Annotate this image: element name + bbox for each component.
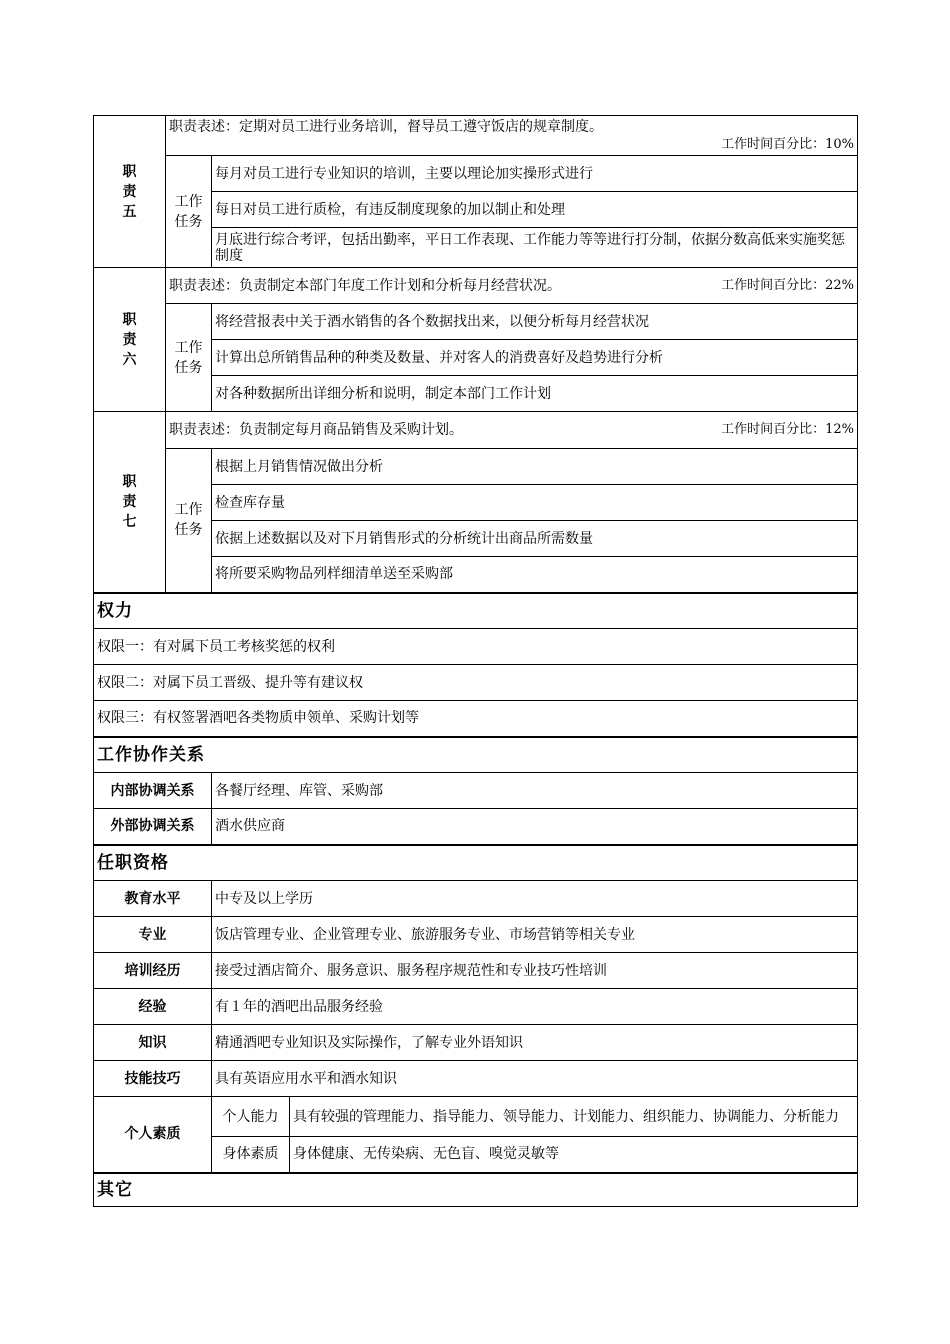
personal-quality-label: 个人素质 xyxy=(94,1097,212,1173)
time-percent: 工作时间百分比：10% xyxy=(721,136,854,152)
authority-item: 权限三：有权签署酒吧各类物质申领单、采购计划等 xyxy=(94,701,858,737)
experience-value: 有１年的酒吧出品服务经验 xyxy=(212,989,858,1025)
internal-relations-value: 各餐厅经理、库管、采购部 xyxy=(212,773,858,809)
skills-label: 技能技巧 xyxy=(94,1061,212,1097)
internal-relations-label: 内部协调关系 xyxy=(94,773,212,809)
other-heading: 其它 xyxy=(94,1173,858,1207)
task-item: 依据上述数据以及对下月销售形式的分析统计出商品所需数量 xyxy=(212,521,858,557)
authority-item: 权限二：对属下员工晋级、提升等有建议权 xyxy=(94,665,858,701)
major-label: 专业 xyxy=(94,917,212,953)
task-item: 每月对员工进行专业知识的培训，主要以理论加实操形式进行 xyxy=(212,156,858,192)
duty-description-text: 职责表述：负责制定本部门年度工作计划和分析每月经营状况。 xyxy=(169,277,561,294)
education-value: 中专及以上学历 xyxy=(212,881,858,917)
training-label: 培训经历 xyxy=(94,953,212,989)
time-percent: 工作时间百分比：22% xyxy=(721,277,854,293)
task-label: 工作 任务 xyxy=(166,156,212,268)
task-label: 工作 任务 xyxy=(166,304,212,412)
physical-label: 身体素质 xyxy=(212,1137,290,1173)
task-item: 检查库存量 xyxy=(212,485,858,521)
duty-seven-description xyxy=(166,412,858,449)
duty-six-title: 职 责 六 xyxy=(94,268,166,412)
task-item: 每日对员工进行质检，有违反制度现象的加以制止和处理 xyxy=(212,192,858,228)
duty-five-title: 职 责 五 xyxy=(94,116,166,268)
training-value: 接受过酒店简介、服务意识、服务程序规范性和专业技巧性培训 xyxy=(212,953,858,989)
duty-seven-title: 职 责 七 xyxy=(94,412,166,593)
physical-value: 身体健康、无传染病、无色盲、嗅觉灵敏等 xyxy=(290,1137,858,1173)
duty-six-description xyxy=(166,268,858,304)
duty-five-description xyxy=(166,116,858,156)
task-label: 工作 任务 xyxy=(166,449,212,593)
time-percent: 工作时间百分比：12% xyxy=(721,422,854,437)
external-relations-label: 外部协调关系 xyxy=(94,809,212,845)
education-label: 教育水平 xyxy=(94,881,212,917)
knowledge-value: 精通酒吧专业知识及实际操作，了解专业外语知识 xyxy=(212,1025,858,1061)
authority-heading: 权力 xyxy=(94,593,858,629)
ability-label: 个人能力 xyxy=(212,1097,290,1137)
duty-description-text: 职责表述：负责制定每月商品销售及采购计划。 xyxy=(169,422,463,438)
job-description-sheet xyxy=(93,115,857,1207)
task-item: 将所要采购物品列样细清单送至采购部 xyxy=(212,557,858,593)
skills-value: 具有英语应用水平和酒水知识 xyxy=(212,1061,858,1097)
external-relations-value: 酒水供应商 xyxy=(212,809,858,845)
experience-label: 经验 xyxy=(94,989,212,1025)
qualifications-heading: 任职资格 xyxy=(94,845,858,881)
task-item: 根据上月销售情况做出分析 xyxy=(212,449,858,485)
task-item: 对各种数据所出详细分析和说明，制定本部门工作计划 xyxy=(212,376,858,412)
duty-description-text: 职责表述：定期对员工进行业务培训，督导员工遵守饭店的规章制度。 xyxy=(169,118,603,135)
authority-item: 权限一：有对属下员工考核奖惩的权利 xyxy=(94,629,858,665)
job-description-table xyxy=(93,115,858,1207)
duty-five-description-row xyxy=(94,116,858,156)
knowledge-label: 知识 xyxy=(94,1025,212,1061)
task-item: 计算出总所销售品种的种类及数量、并对客人的消费喜好及趋势进行分析 xyxy=(212,340,858,376)
task-item: 将经营报表中关于酒水销售的各个数据找出来，以便分析每月经营状况 xyxy=(212,304,858,340)
task-item: 月底进行综合考评，包括出勤率，平日工作表现、工作能力等等进行打分制，依据分数高低来实施奖惩制度 xyxy=(212,228,858,268)
major-value: 饭店管理专业、企业管理专业、旅游服务专业、市场营销等相关专业 xyxy=(212,917,858,953)
ability-value: 具有较强的管理能力、指导能力、领导能力、计划能力、组织能力、协调能力、分析能力 xyxy=(290,1097,858,1137)
relations-heading: 工作协作关系 xyxy=(94,737,858,773)
